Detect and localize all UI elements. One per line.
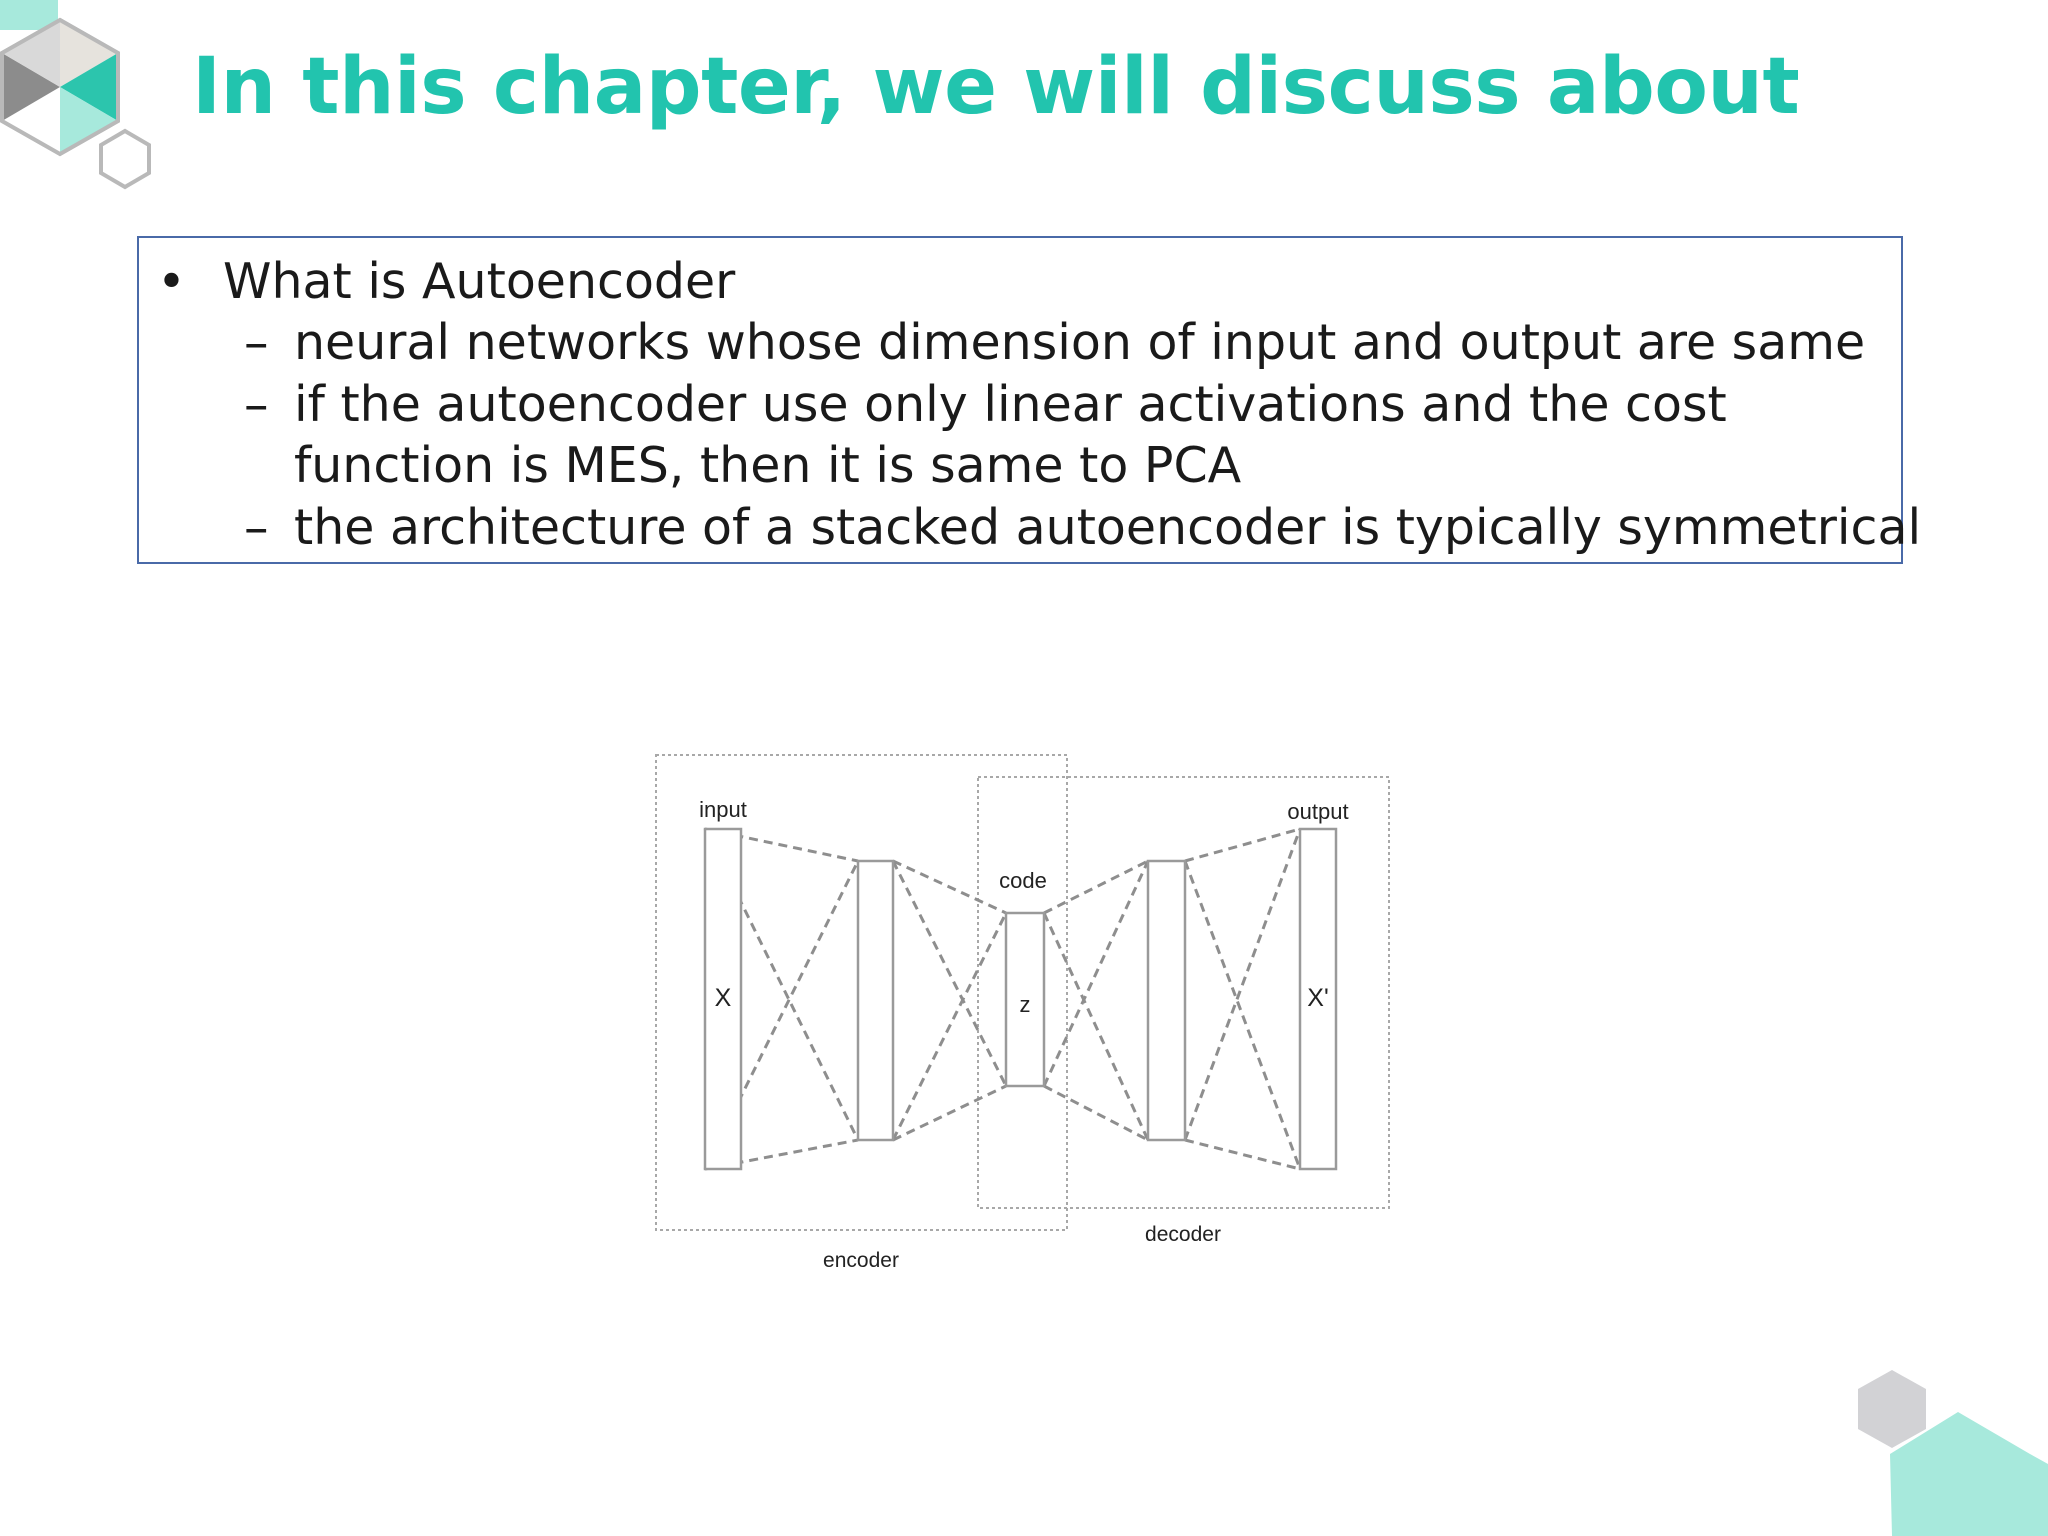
- hexagon-mint-icon: [1890, 1410, 2048, 1536]
- sub-item: [244, 497, 1921, 559]
- sub-item-text: if the autoencoder use only linear activations and the cost: [294, 375, 1727, 433]
- decoder-hidden-layer: [1148, 861, 1185, 1140]
- slide-title: In this chapter, we will discuss about: [192, 42, 1800, 132]
- dash-marker: –: [244, 375, 269, 433]
- sub-item: [244, 374, 1921, 497]
- sub-item: [244, 312, 1921, 374]
- code-label: code: [999, 868, 1047, 893]
- output-label: output: [1287, 799, 1349, 824]
- sub-list: [244, 312, 1921, 558]
- decoder-label: decoder: [1145, 1223, 1221, 1246]
- dash-marker: –: [244, 498, 269, 556]
- x-label: X: [714, 984, 732, 1012]
- autoencoder-diagram: [640, 740, 1420, 1280]
- x-prime-label: X': [1307, 984, 1329, 1012]
- sub-item-text: neural networks whose dimension of input and output are same: [294, 314, 1866, 371]
- sub-item-text: the architecture of a stacked autoencoder is typically symmetrical: [294, 498, 1922, 556]
- sub-item-text-continued: function is MES, then it is same to PCA: [294, 437, 1242, 494]
- encoder-label: encoder: [823, 1249, 899, 1272]
- encoder-hidden-layer: [858, 861, 893, 1140]
- input-label: input: [699, 797, 747, 822]
- bullet-box: [137, 236, 1922, 564]
- dash-marker: –: [244, 314, 269, 371]
- bullet-item: [157, 252, 735, 312]
- hexagon-outline-icon: [97, 128, 153, 190]
- z-label: z: [1019, 992, 1031, 1017]
- bullet-text: What is Autoencoder: [223, 253, 736, 310]
- bullet-dot: •: [157, 253, 186, 310]
